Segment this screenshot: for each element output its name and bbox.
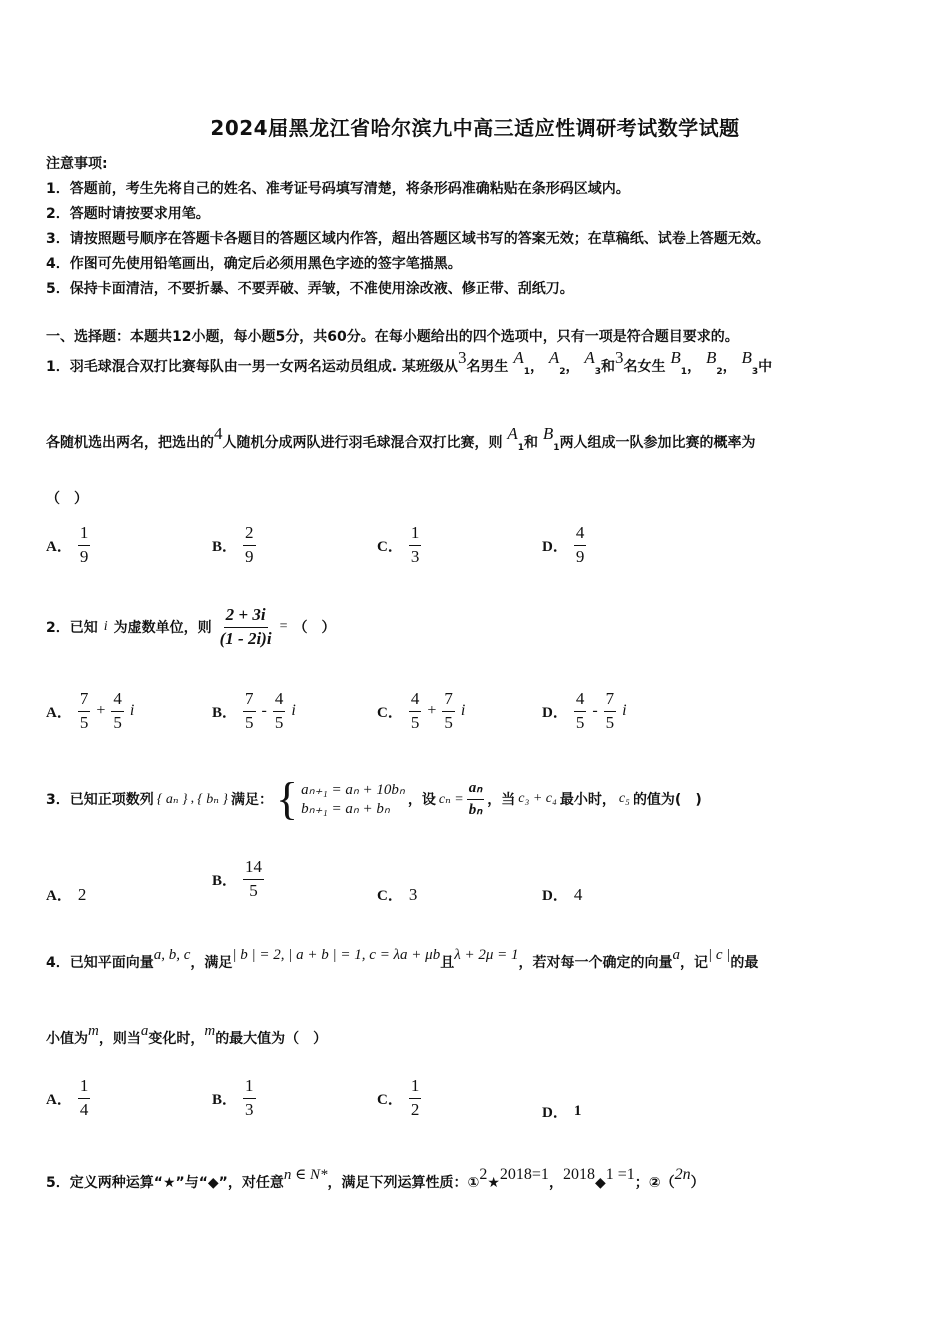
q2-option-b[interactable]: B． $\frac{7}{5}$ - $\frac{4}{5}$ i [212,689,296,732]
notes-heading: 注意事项: [46,156,108,172]
q4-option-b[interactable]: B． $\frac{1}{3}$ [212,1076,254,1119]
q3-option-b[interactable]: B． $\frac{14}{5}$ [212,857,263,900]
question-4-line-1: 4．已知平面向量a, b, c，满足| b | = 2, | a + b | = 1, c = λa + μb且λ + 2μ = 1，若对每一个确定的向量a，记| c |的最 [46,947,759,971]
question-2-stem: 2．已知 i 为虚数单位，则 $\frac{2 + 3i}{(1 - 2i)i}$ = （ ） [46,605,336,648]
note-item: 3．请按照题号顺序在答题卡各题目的答题区域内作答，超出答题区域书写的答案无效；在草稿纸、试卷上答题无效。 [46,231,770,247]
note-item: 4．作图可先使用铅笔画出，确定后必须用黑色字迹的签字笔描黑。 [46,256,462,272]
exam-title: 2024届黑龙江省哈尔滨九中高三适应性调研考试数学试题 [210,116,740,140]
q1-option-c[interactable]: C． $\frac{1}{3}$ [377,523,420,566]
q2-option-a[interactable]: A． $\frac{7}{5}$ + $\frac{4}{5}$ i [46,689,135,732]
q4-option-d[interactable]: D． 1 [542,1103,582,1121]
question-1-line-2: 各随机选出两名，把选出的4人随机分成两队进行羽毛球混合双打比赛，则 $A_1$和 $B_1$两人组成一队参加比赛的概率为 [46,424,756,453]
q2-option-d[interactable]: D． $\frac{4}{5}$ - $\frac{7}{5}$ i [542,689,627,732]
note-item: 5．保持卡面清洁，不要折暴、不要弄破、弄皱，不准使用涂改液、修正带、刮纸刀。 [46,281,574,297]
q4-option-c[interactable]: C． $\frac{1}{2}$ [377,1076,420,1119]
question-4-line-2: 小值为m，则当a变化时，m的最大值为（ ） [46,1023,328,1047]
question-3-stem: 3．已知正项数列 { aₙ } , { bₙ } 满足： { aₙ₊₁ = aₙ + 10bₙ bₙ₊₁ = aₙ + bₙ ，设 cₙ = $\frac{\text{aₙ}}{\text{bₙ}}$ ，当 c₃ + c₄ 最小时， c₅ 的值为( ) [46,773,702,824]
note-item: 2．答题时请按要求用笔。 [46,206,210,222]
question-5-stem: 5．定义两种运算“★”与“◆”，对任意n ∈ N*，满足下列运算性质：①2★2018=1，2018◆1 =1；②（2n） [46,1166,705,1191]
question-1-line-1: 1．羽毛球混合双打比赛每队由一男一女两名运动员组成. 某班级从3名男生 $A_1$， $A_2$， $A_3$和3名女生 $B_1$， $B_2$， $B_3$中 [46,348,773,377]
note-item: 1．答题前，考生先将自己的姓名、准考证号码填写清楚，将条形码准确粘贴在条形码区域内。 [46,181,630,197]
section-heading: 一、选择题：本题共12小题，每小题5分，共60分。在每小题给出的四个选项中，只有一项是符合题目要求的。 [46,329,739,345]
q1-option-a[interactable]: A． $\frac{1}{9}$ [46,523,89,566]
q3-option-d[interactable]: D． 4 [542,884,583,904]
q3-option-a[interactable]: A． 2 [46,884,87,904]
question-1-paren: （ ） [46,491,88,507]
q1-option-b[interactable]: B． $\frac{2}{9}$ [212,523,254,566]
q2-option-c[interactable]: C． $\frac{4}{5}$ + $\frac{7}{5}$ i [377,689,466,732]
q1-option-d[interactable]: D． $\frac{4}{9}$ [542,523,585,566]
q4-option-a[interactable]: A． $\frac{1}{4}$ [46,1076,89,1119]
q3-option-c[interactable]: C． 3 [377,884,418,904]
